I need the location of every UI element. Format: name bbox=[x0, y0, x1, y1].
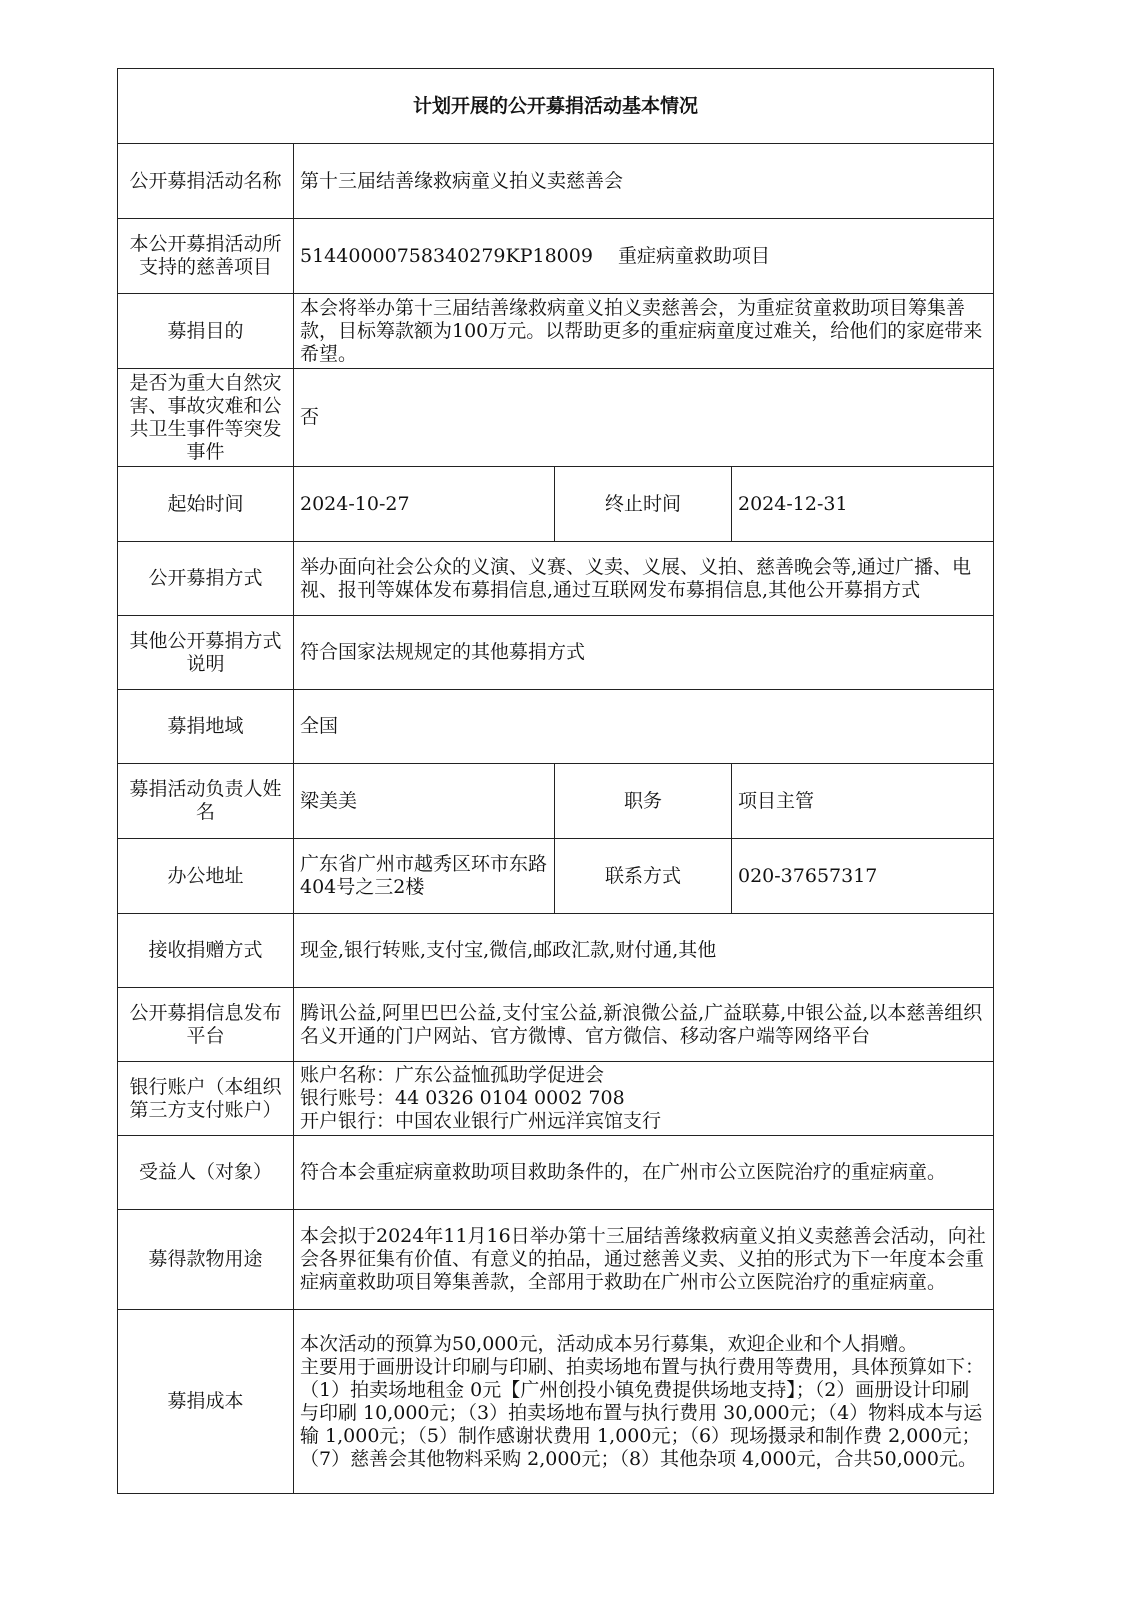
end-time-label: 终止时间 bbox=[555, 467, 732, 542]
method-label: 公开募捐方式 bbox=[118, 542, 294, 616]
table-row bbox=[118, 764, 994, 839]
table-row bbox=[118, 144, 994, 219]
table-row bbox=[118, 219, 994, 294]
office-value: 广东省广州市越秀区环市东路404号之三2楼 bbox=[294, 839, 555, 914]
table-row bbox=[118, 467, 994, 542]
cost-label: 募捐成本 bbox=[118, 1310, 294, 1494]
table-row bbox=[118, 839, 994, 914]
bank-name: 开户银行：中国农业银行广州远洋宾馆支行 bbox=[300, 1110, 662, 1132]
account-number: 银行账号：44 0326 0104 0002 708 bbox=[300, 1087, 625, 1109]
donation-method-label: 接收捐赠方式 bbox=[118, 914, 294, 988]
activity-name-label: 公开募捐活动名称 bbox=[118, 144, 294, 219]
table-row bbox=[118, 294, 994, 369]
office-label: 办公地址 bbox=[118, 839, 294, 914]
method-value: 举办面向社会公众的义演、义赛、义卖、义展、义拍、慈善晚会等,通过广播、电视、报刊等媒体发布募捐信息,通过互联网发布募捐信息,其他公开募捐方式 bbox=[294, 542, 994, 616]
other-method-label: 其他公开募捐方式说明 bbox=[118, 616, 294, 690]
purpose-value: 本会将举办第十三届结善缘救病童义拍义卖慈善会，为重症贫童救助项目筹集善款，目标筹款额为100万元。以帮助更多的重症病童度过难关，给他们的家庭带来希望。 bbox=[294, 294, 994, 369]
fundraising-info-table bbox=[117, 68, 994, 1494]
cost-detail: 主要用于画册设计印刷与印刷、拍卖场地布置与执行费用等费用，具体预算如下：（1）拍卖场地租金 0元【广州创投小镇免费提供场地支持】；（2）画册设计印刷与印刷 10,000元；（3）拍卖场地布置与执行费用 30,000元；（4）物料成本与运输 1,000元；（5）制作感谢状费用 1,000元；（6）现场摄录和制作费 2,000元；（7）慈善会其他物料采购 2,000元；（8）其他杂项 4,000元，合共50,000元。 bbox=[300, 1355, 985, 1470]
cost-value bbox=[294, 1310, 994, 1494]
leader-label: 募捐活动负责人姓名 bbox=[118, 764, 294, 839]
bank-info bbox=[294, 1062, 994, 1136]
emergency-value: 否 bbox=[294, 369, 994, 467]
account-name: 账户名称：广东公益恤孤助学促进会 bbox=[300, 1064, 605, 1086]
usage-label: 募得款物用途 bbox=[118, 1210, 294, 1310]
contact-label: 联系方式 bbox=[555, 839, 732, 914]
start-time-label: 起始时间 bbox=[118, 467, 294, 542]
start-time-value: 2024-10-27 bbox=[294, 467, 555, 542]
table-row bbox=[118, 616, 994, 690]
position-value: 项目主管 bbox=[732, 764, 994, 839]
platform-value: 腾讯公益,阿里巴巴公益,支付宝公益,新浪微公益,广益联募,中银公益,以本慈善组织名义开通的门户网站、官方微博、官方微信、移动客户端等网络平台 bbox=[294, 988, 994, 1062]
emergency-label: 是否为重大自然灾害、事故灾难和公共卫生事件等突发事件 bbox=[118, 369, 294, 467]
table-row bbox=[118, 369, 994, 467]
position-label: 职务 bbox=[555, 764, 732, 839]
activity-name-value: 第十三届结善缘救病童义拍义卖慈善会 bbox=[294, 144, 994, 219]
table-row bbox=[118, 1210, 994, 1310]
table-row bbox=[118, 1136, 994, 1210]
usage-value: 本会拟于2024年11月16日举办第十三届结善缘救病童义拍义卖慈善会活动，向社会各界征集有价值、有意义的拍品，通过慈善义卖、义拍的形式为下一年度本会重症病童救助项目筹集善款，全部用于救助在广州市公立医院治疗的重症病童。 bbox=[294, 1210, 994, 1310]
donation-method-value: 现金,银行转账,支付宝,微信,邮政汇款,财付通,其他 bbox=[294, 914, 994, 988]
beneficiary-value: 符合本会重症病童救助项目救助条件的，在广州市公立医院治疗的重症病童。 bbox=[294, 1136, 994, 1210]
project-value: 51440000758340279KP18009 重症病童救助项目 bbox=[294, 219, 994, 294]
page-title: 计划开展的公开募捐活动基本情况 bbox=[118, 69, 994, 144]
leader-value: 梁美美 bbox=[294, 764, 555, 839]
table-row bbox=[118, 914, 994, 988]
project-label: 本公开募捐活动所支持的慈善项目 bbox=[118, 219, 294, 294]
other-method-value: 符合国家法规规定的其他募捐方式 bbox=[294, 616, 994, 690]
region-label: 募捐地域 bbox=[118, 690, 294, 764]
table-row bbox=[118, 542, 994, 616]
cost-summary: 本次活动的预算为50,000元，活动成本另行募集，欢迎企业和个人捐赠。 bbox=[300, 1332, 918, 1355]
bank-label: 银行账户（本组织第三方支付账户） bbox=[118, 1062, 294, 1136]
table-row bbox=[118, 1310, 994, 1494]
end-time-value: 2024-12-31 bbox=[732, 467, 994, 542]
beneficiary-label: 受益人（对象） bbox=[118, 1136, 294, 1210]
table-row bbox=[118, 690, 994, 764]
region-value: 全国 bbox=[294, 690, 994, 764]
table-row bbox=[118, 1062, 994, 1136]
table-row bbox=[118, 988, 994, 1062]
contact-value: 020-37657317 bbox=[732, 839, 994, 914]
platform-label: 公开募捐信息发布平台 bbox=[118, 988, 294, 1062]
purpose-label: 募捐目的 bbox=[118, 294, 294, 369]
